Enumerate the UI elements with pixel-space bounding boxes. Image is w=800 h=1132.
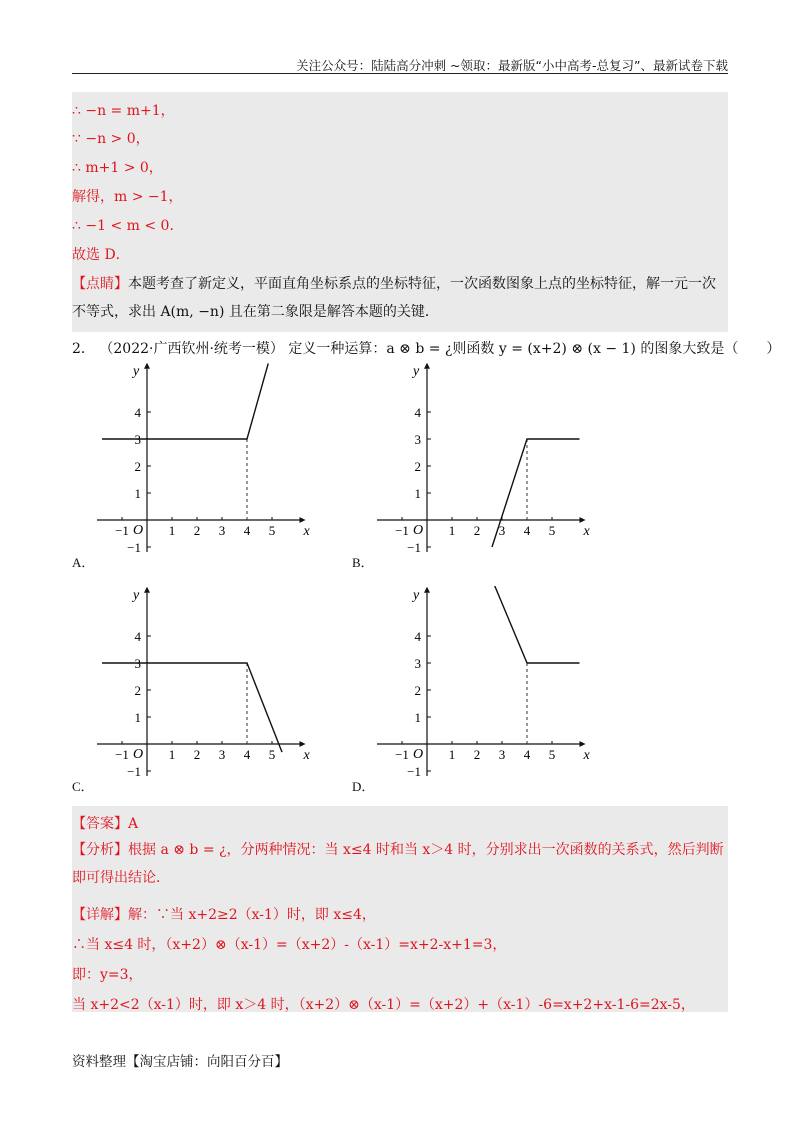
footer-text: 资料整理【淘宝店铺：向阳百分百】 bbox=[72, 1054, 288, 1070]
y-tick-label: −1 bbox=[407, 540, 421, 552]
x-tick-label: 1 bbox=[168, 747, 176, 762]
y-tick-label: 1 bbox=[134, 486, 141, 501]
graph-d bbox=[370, 586, 610, 776]
x-tick-label: 2 bbox=[473, 747, 481, 762]
x-tick-label: −1 bbox=[395, 747, 409, 762]
x-tick-label: 5 bbox=[548, 747, 556, 762]
y-tick-label: 3 bbox=[134, 432, 141, 447]
y-tick-label: −1 bbox=[127, 764, 141, 776]
header-text: 关注公众号：陆陆高分冲刺 ~领取：最新版“小中高考-总复习”、最新试卷下载 bbox=[296, 58, 728, 73]
detail-line-3: 即：y=3， bbox=[72, 967, 143, 983]
x-axis-label: x bbox=[583, 748, 590, 763]
x-axis-arrow bbox=[300, 517, 306, 523]
y-tick-label: 2 bbox=[414, 459, 421, 474]
y-tick-label: 3 bbox=[134, 656, 141, 671]
y-tick-label: −1 bbox=[127, 540, 141, 552]
question-source: （2022·广西钦州·统考一模） bbox=[99, 341, 284, 357]
x-tick-label: 1 bbox=[448, 523, 456, 538]
x-axis-label: x bbox=[303, 524, 310, 539]
y-tick-label: 2 bbox=[134, 459, 141, 474]
option-b-label: B． bbox=[352, 555, 374, 570]
function-curve bbox=[102, 363, 268, 439]
x-tick-label: 4 bbox=[523, 523, 531, 538]
x-axis-label: x bbox=[583, 524, 590, 539]
solution-line-2: ∵ −n > 0， bbox=[72, 131, 150, 147]
x-tick-label: 3 bbox=[218, 747, 226, 762]
x-tick-label: −1 bbox=[395, 523, 409, 538]
option-c-label: C． bbox=[72, 779, 94, 794]
graph-b bbox=[370, 362, 610, 552]
solution-line-1: ∴ −n = m+1， bbox=[72, 103, 175, 119]
y-tick-label: 4 bbox=[414, 405, 421, 420]
x-tick-label: 4 bbox=[243, 747, 251, 762]
x-tick-label: 2 bbox=[473, 523, 481, 538]
y-tick-label: 4 bbox=[134, 405, 141, 420]
function-curve bbox=[492, 586, 580, 663]
answer-label: 【答案】 bbox=[72, 816, 128, 832]
detail-line-4: 当 x+2<2（x-1）时，即 x＞4 时，（x+2）⊗（x-1）=（x+2）+（x-1）-6=x+2+x-1-6=2x-5， bbox=[72, 997, 695, 1013]
graph-a bbox=[90, 362, 330, 552]
x-axis-arrow bbox=[300, 741, 306, 747]
y-tick-label: 1 bbox=[134, 710, 141, 725]
y-tick-label: 1 bbox=[414, 710, 421, 725]
origin-label: O bbox=[133, 747, 144, 762]
x-tick-label: 5 bbox=[268, 523, 276, 538]
detail-line-2: ∴当 x≤4 时，（x+2）⊗（x-1）=（x+2）-（x-1）=x+2-x+1=3， bbox=[72, 937, 507, 953]
y-tick-label: 4 bbox=[134, 629, 141, 644]
x-tick-label: 4 bbox=[243, 523, 251, 538]
origin-label: O bbox=[413, 747, 424, 762]
solution-line-3: ∴ m+1 > 0， bbox=[72, 160, 163, 176]
solution-line-4: 解得，m > −1， bbox=[72, 189, 183, 205]
analysis-text: 根据 a ⊗ b = ¿，分两种情况：当 x≤4 时和当 x＞4 时，分别求出一次函数的关系式，然后判断即可得出结论． bbox=[72, 842, 724, 886]
detail-label: 【详解】 bbox=[72, 907, 128, 923]
option-d-label: D． bbox=[352, 779, 375, 794]
origin-label: O bbox=[413, 523, 424, 538]
y-axis-arrow bbox=[144, 363, 150, 369]
y-tick-label: 2 bbox=[414, 683, 421, 698]
y-tick-label: 3 bbox=[414, 432, 421, 447]
question-number: 2． bbox=[72, 341, 95, 357]
solution-line-5: ∴ −1 < m < 0． bbox=[72, 218, 184, 234]
analysis-paragraph bbox=[72, 836, 728, 892]
detail-line-1 bbox=[72, 904, 376, 924]
option-a-label: A． bbox=[72, 555, 95, 570]
question-line bbox=[72, 338, 780, 358]
x-axis-arrow bbox=[580, 741, 586, 747]
y-axis-arrow bbox=[424, 587, 430, 593]
solution-line-6: 故选 D． bbox=[72, 247, 130, 263]
x-tick-label: 5 bbox=[548, 523, 556, 538]
x-tick-label: 1 bbox=[448, 747, 456, 762]
x-tick-label: 2 bbox=[193, 747, 201, 762]
x-axis-label: x bbox=[303, 748, 310, 763]
y-axis-arrow bbox=[424, 363, 430, 369]
answer-value: A bbox=[128, 816, 139, 832]
y-axis-label: y bbox=[413, 587, 420, 603]
y-tick-label: 1 bbox=[414, 486, 421, 501]
question-text: 定义一种运算：a ⊗ b = ¿则函数 y = (x+2) ⊗ (x − 1) 的图象大致是（ ） bbox=[288, 341, 781, 357]
y-axis-arrow bbox=[144, 587, 150, 593]
origin-label: O bbox=[133, 523, 144, 538]
x-tick-label: 2 bbox=[193, 523, 201, 538]
analysis-label: 【分析】 bbox=[72, 842, 128, 858]
x-tick-label: 3 bbox=[498, 523, 506, 538]
x-tick-label: −1 bbox=[115, 747, 129, 762]
x-tick-label: 3 bbox=[498, 747, 506, 762]
x-tick-label: 1 bbox=[168, 523, 176, 538]
graph-c bbox=[90, 586, 330, 776]
y-axis-label: y bbox=[133, 587, 140, 603]
comment-paragraph bbox=[72, 270, 728, 326]
y-axis-label: y bbox=[133, 363, 140, 379]
x-tick-label: −1 bbox=[115, 523, 129, 538]
x-tick-label: 3 bbox=[218, 523, 226, 538]
detail-text-1: 解：∵当 x+2≥2（x-1）时，即 x≤4， bbox=[128, 907, 376, 923]
x-tick-label: 4 bbox=[523, 747, 531, 762]
x-axis-arrow bbox=[580, 517, 586, 523]
x-tick-label: 5 bbox=[268, 747, 276, 762]
answer-line bbox=[72, 813, 138, 833]
y-tick-label: 3 bbox=[414, 656, 421, 671]
comment-label: 【点睛】 bbox=[72, 276, 128, 292]
y-tick-label: −1 bbox=[407, 764, 421, 776]
y-tick-label: 2 bbox=[134, 683, 141, 698]
function-curve bbox=[102, 663, 282, 752]
header-rule bbox=[72, 73, 728, 74]
y-tick-label: 4 bbox=[414, 629, 421, 644]
comment-text: 本题考查了新定义，平面直角坐标系点的坐标特征，一次函数图象上点的坐标特征，解一元一次不等式，求出 A(m, −n) 且在第二象限是解答本题的关键． bbox=[72, 276, 716, 320]
y-axis-label: y bbox=[413, 363, 420, 379]
